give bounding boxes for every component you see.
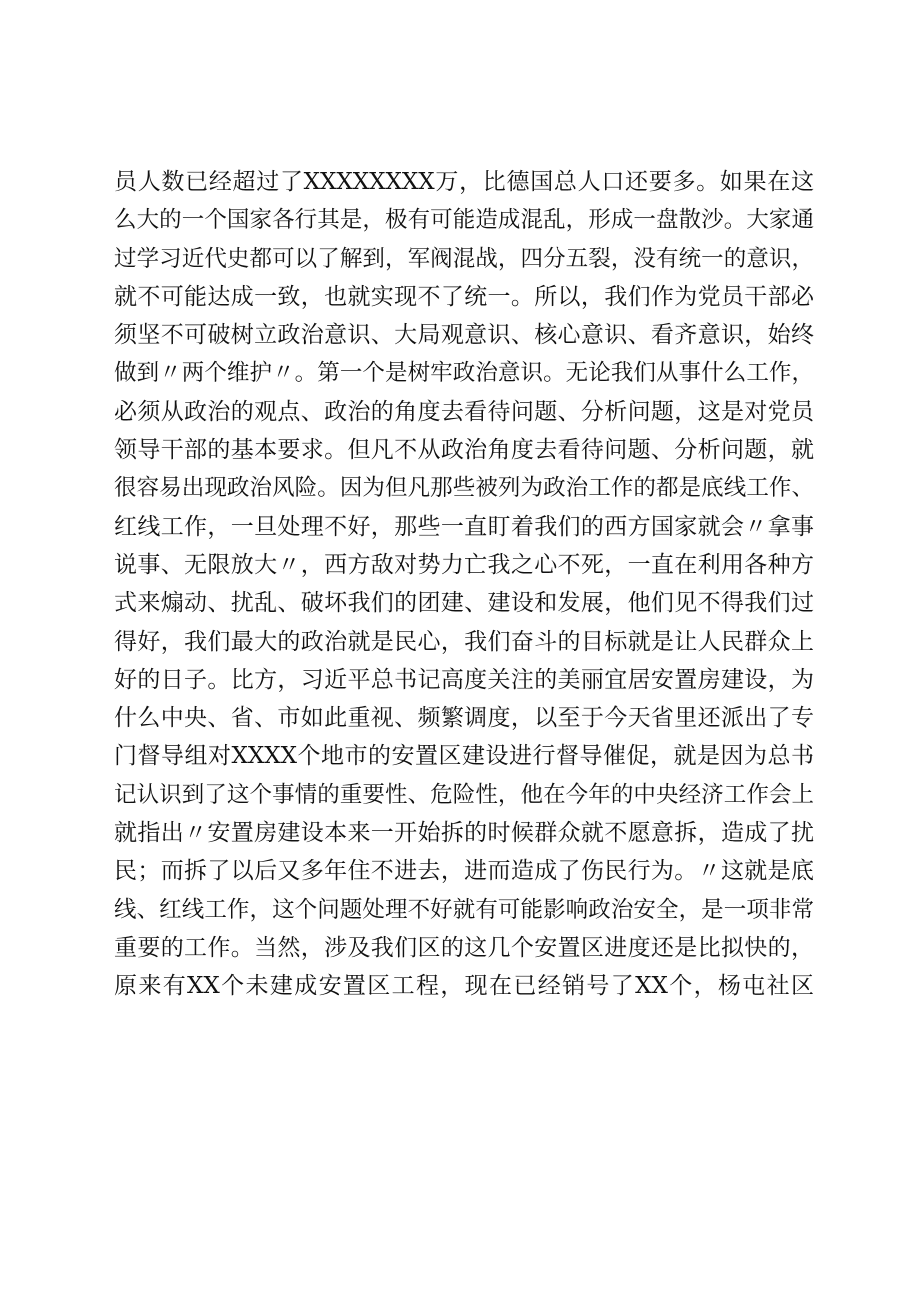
text-line: 重要的工作。当然，涉及我们区的这几个安置区进度还是比拟快的， (114, 934, 814, 961)
text-line: 得好，我们最大的政治就是民心，我们奋斗的目标就是让人民群众上 (114, 628, 814, 655)
text-line: 红线工作，一旦处理不好，那些一直盯着我们的西方国家就会〃拿事 (114, 513, 814, 540)
text-line: 很容易出现政治风险。因为但凡那些被列为政治工作的都是底线工作、 (114, 475, 814, 502)
text-line: 说事、无限放大〃，西方敌对势力亡我之心不死，一直在利用各种方 (114, 551, 814, 578)
text-line: 就指出〃安置房建设本来一开始拆的时候群众就不愿意拆，造成了扰 (114, 820, 814, 847)
text-line: 记认识到了这个事情的重要性、危险性，他在今年的中央经济工作会上 (114, 781, 814, 808)
text-line: 好的日子。比方，习近平总书记高度关注的美丽宜居安置房建设，为 (114, 666, 814, 693)
text-line: 必须从政治的观点、政治的角度去看待问题、分析问题，这是对党员 (114, 398, 814, 425)
text-line: 须坚不可破树立政治意识、大局观意识、核心意识、看齐意识，始终 (114, 322, 814, 349)
text-line: 就不可能达成一致，也就实现不了统一。所以，我们作为党员干部必 (114, 283, 814, 310)
text-line: 什么中央、省、市如此重视、频繁调度，以至于今天省里还派出了专 (114, 705, 814, 732)
text-line: 做到〃两个维护〃。第一个是树牢政治意识。无论我们从事什么工作， (114, 360, 814, 387)
body-paragraph (114, 163, 814, 1006)
text-line: 员人数已经超过了XXXXXXXX万，比德国总人口还要多。如果在这 (114, 169, 814, 195)
text-line: 式来煽动、扰乱、破坏我们的团建、建设和发展，他们见不得我们过 (114, 590, 814, 617)
text-line: 么大的一个国家各行其是，极有可能造成混乱，形成一盘散沙。大家通 (114, 207, 814, 234)
text-line: 原来有XX个未建成安置区工程，现在已经销号了XX个，杨屯社区 (114, 973, 814, 1000)
text-line: 民；而拆了以后又多年住不进去，进而造成了伤民行为。〃这就是底 (114, 858, 814, 885)
text-line: 门督导组对XXXX个地市的安置区建设进行督导催促，就是因为总书 (114, 743, 814, 770)
text-line: 线、红线工作，这个问题处理不好就有可能影响政治安全，是一项非常 (114, 896, 814, 923)
text-line: 过学习近代史都可以了解到，军阀混战，四分五裂，没有统一的意识， (114, 245, 814, 272)
text-line: 领导干部的基本要求。但凡不从政治角度去看待问题、分析问题，就 (114, 437, 814, 464)
